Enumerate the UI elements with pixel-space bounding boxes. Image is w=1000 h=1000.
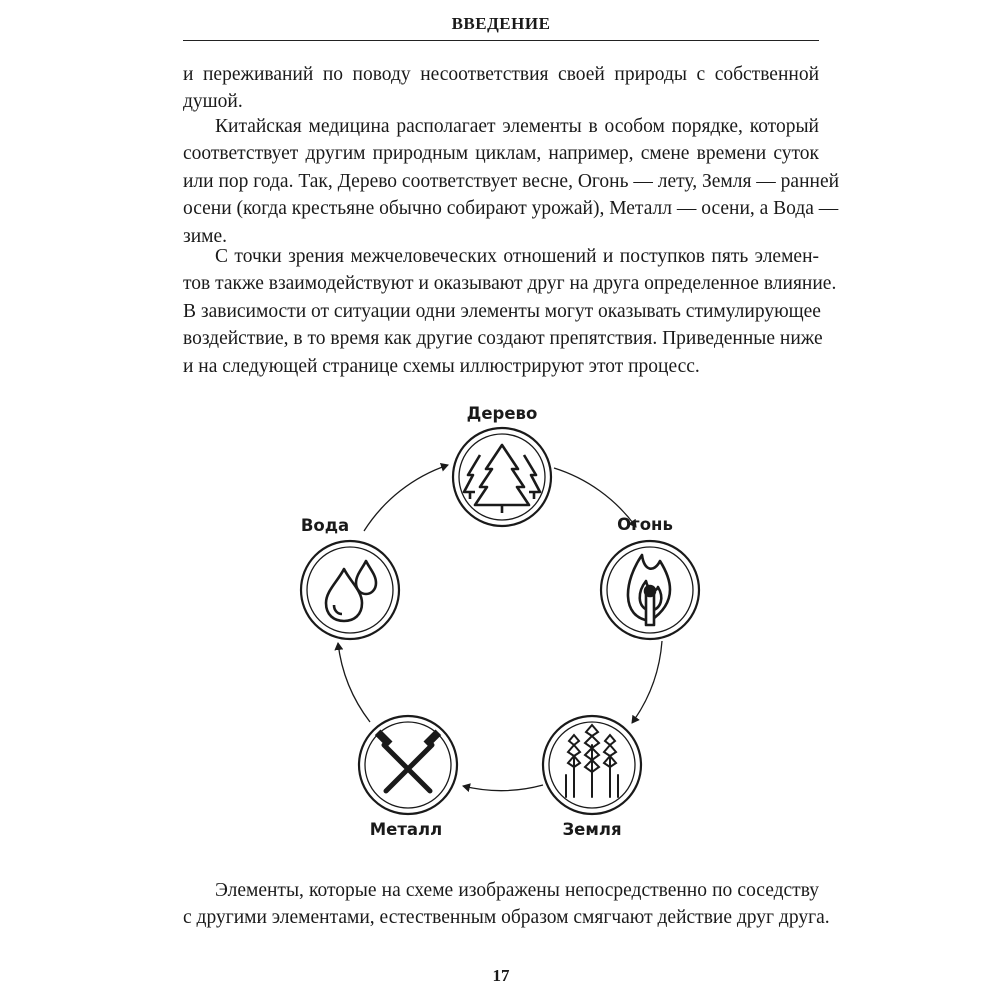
text-line: соответствует другим природным циклам, например, смене времени суток [183,143,819,165]
arrow-fire-to-earth [632,641,662,723]
element-label: Металл [369,820,443,839]
arrow-metal-to-water [338,643,370,722]
text-line: тов также взаимодействуют и оказывают друг на друга определенное влияние. [183,273,837,295]
element-label: Вода [300,516,350,535]
paragraph-1 [183,61,819,116]
element-label: Дерево [466,404,538,423]
text-line: душой. [183,91,243,113]
element-water [301,516,399,639]
water-drops-icon [326,561,376,621]
element-label: Огонь [617,515,673,534]
element-earth [543,716,641,839]
wheat-icon [566,725,618,797]
text-line: с другими элементами, естественным образом смягчают действие друг друга. [183,907,830,929]
text-line: и переживаний по поводу несоответствия своей природы с собственной [183,64,819,85]
text-line: или пор года. Так, Дерево соответствует весне, Огонь — лету, Земля — ранней [183,170,840,192]
page-number: 17 [492,966,510,985]
text-line: Элементы, которые на схеме изображены непосредственно по соседству [215,880,819,901]
trees-icon [464,445,540,513]
arrow-earth-to-metal [463,785,543,791]
five-elements-diagram [270,395,730,855]
text-line: воздействие, в то время как другие создают препятствия. Приведенные ниже [183,328,823,350]
text-line: зиме. [183,225,228,247]
arrow-water-to-wood [364,465,448,531]
text-line: осени (когда крестьяне обычно собирают урожай), Металл — осени, а Вода — [183,198,839,220]
running-header: ВВЕДЕНИЕ [451,14,551,33]
element-wood [453,404,551,526]
crossed-nails-icon [376,730,441,791]
paragraph-3 [183,243,837,380]
flame-match-icon [628,555,670,625]
text-line: и на следующей странице схемы иллюстрируют этот процесс. [183,355,700,377]
text-line: Китайская медицина располагает элементы в особом порядке, который [215,116,819,137]
header-rule [183,40,819,41]
element-fire [601,515,699,639]
paragraph-2 [183,113,840,250]
text-line: В зависимости от ситуации одни элементы могут оказывать стимулирующее [183,300,821,322]
text-line: С точки зрения межчеловеческих отношений и поступков пять элемен- [215,246,819,267]
element-label: Земля [562,820,622,839]
paragraph-4 [183,877,830,932]
element-metal [359,716,457,839]
